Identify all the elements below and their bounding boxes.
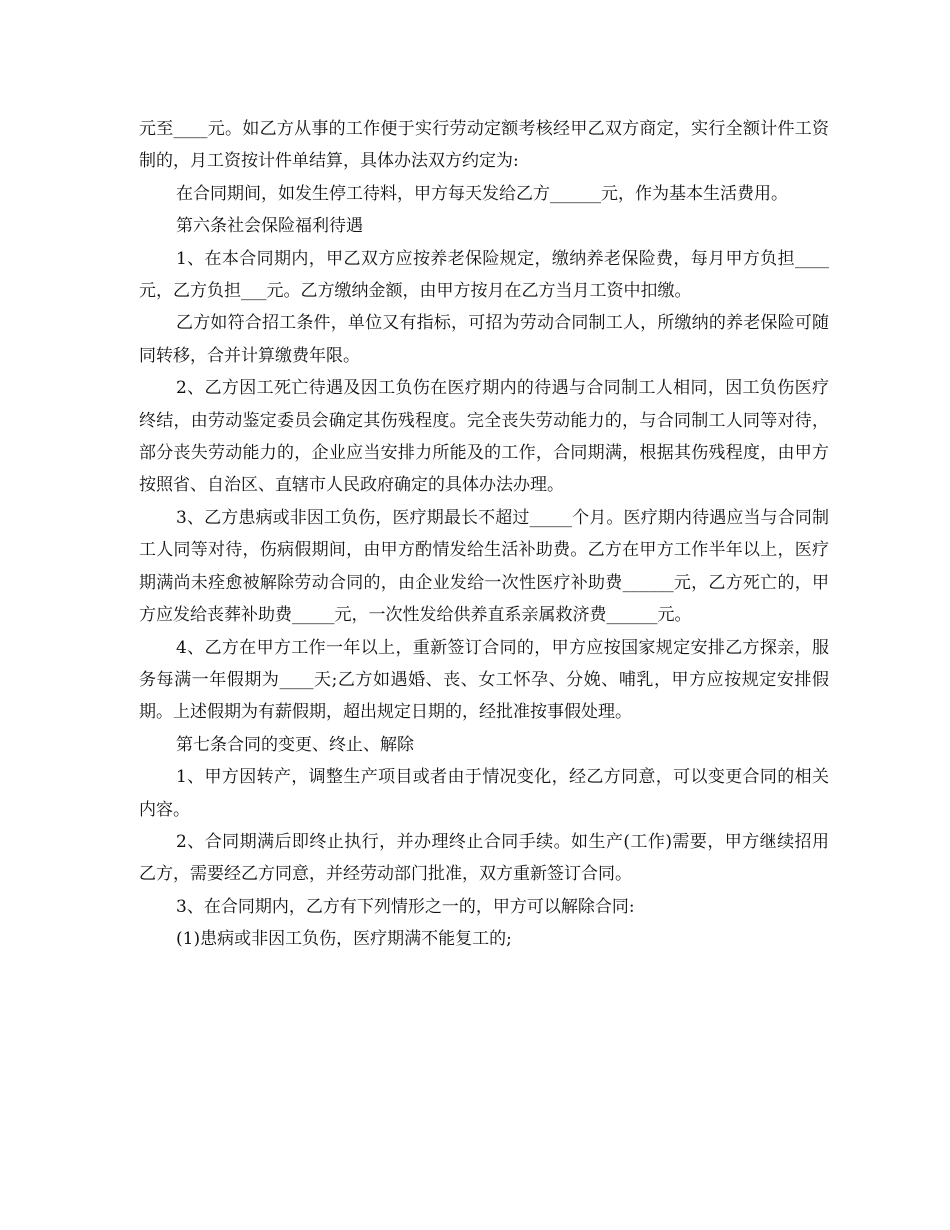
paragraph-13: (1)患病或非因工负伤，医疗期满不能复工的; bbox=[176, 929, 512, 950]
paragraph-2: 在合同期间，如发生停工待料，甲方每天发给乙方______元，作为基本生活费用。 bbox=[176, 183, 788, 204]
paragraph-5: 乙方如符合招工条件，单位又有指标，可招为劳动合同制工人，所缴纳的养老保险可随同转移，合并计算缴费年限。 bbox=[139, 313, 829, 366]
paragraph-11: 2、合同期满后即终止执行，并办理终止合同手续。如生产(工作)需要，甲方继续招用乙方，需要经乙方同意，并经劳动部门批准，双方重新签订合同。 bbox=[139, 831, 829, 885]
paragraph-4: 1、在本合同期内，甲乙双方应按养老保险规定，缴纳养老保险费，每月甲方负担____元，乙方负担___元。乙方缴纳金额，由甲方按月在乙方当月工资中扣缴。 bbox=[139, 248, 829, 302]
paragraph-6: 2、乙方因工死亡待遇及因工负伤在医疗期内的待遇与合同制工人相同，因工负伤医疗终结，由劳动鉴定委员会确定其伤残程度。完全丧失劳动能力的，与合同制工人同等对待，部分丧失劳动能力的，企业应当安排力所能及的工作，合同期满，根据其伤残程度，由甲方按照省、自治区、直辖市人民政府确定的具体办法办理。 bbox=[139, 378, 829, 496]
section-heading-article-7: 第七条合同的变更、终止、解除 bbox=[176, 734, 414, 755]
paragraph-12: 3、在合同期内，乙方有下列情形之一的，甲方可以解除合同: bbox=[176, 896, 635, 917]
paragraph-7: 3、乙方患病或非因工负伤，医疗期最长不超过_____个月。医疗期内待遇应当与合同制工人同等对待，伤病假期间，由甲方酌情发给生活补助费。乙方在甲方工作半年以上，医疗期满尚未痊愈被解除劳动合同的，由企业发给一次性医疗补助费______元，乙方死亡的，甲方应发给丧葬补助费_____元，一次性发给供养直系亲属救济费______元。 bbox=[139, 507, 829, 626]
paragraph-8: 4、乙方在甲方工作一年以上，重新签订合同的，甲方应按国家规定安排乙方探亲，服务每满一年假期为____天;乙方如遇婚、丧、女工怀孕、分娩、哺乳，甲方应按规定安排假期。上述假期为有薪假期，超出规定日期的，经批准按事假处理。 bbox=[139, 637, 829, 723]
paragraph-1: 元至____元。如乙方从事的工作便于实行劳动定额考核经甲乙双方商定，实行全额计件工资制的，月工资按计件单结算，具体办法双方约定为: bbox=[139, 119, 829, 172]
section-heading-article-6: 第六条社会保险福利待遇 bbox=[176, 216, 363, 237]
paragraph-10: 1、甲方因转产，调整生产项目或者由于情况变化，经乙方同意，可以变更合同的相关内容。 bbox=[139, 767, 829, 820]
document-body bbox=[139, 113, 829, 956]
